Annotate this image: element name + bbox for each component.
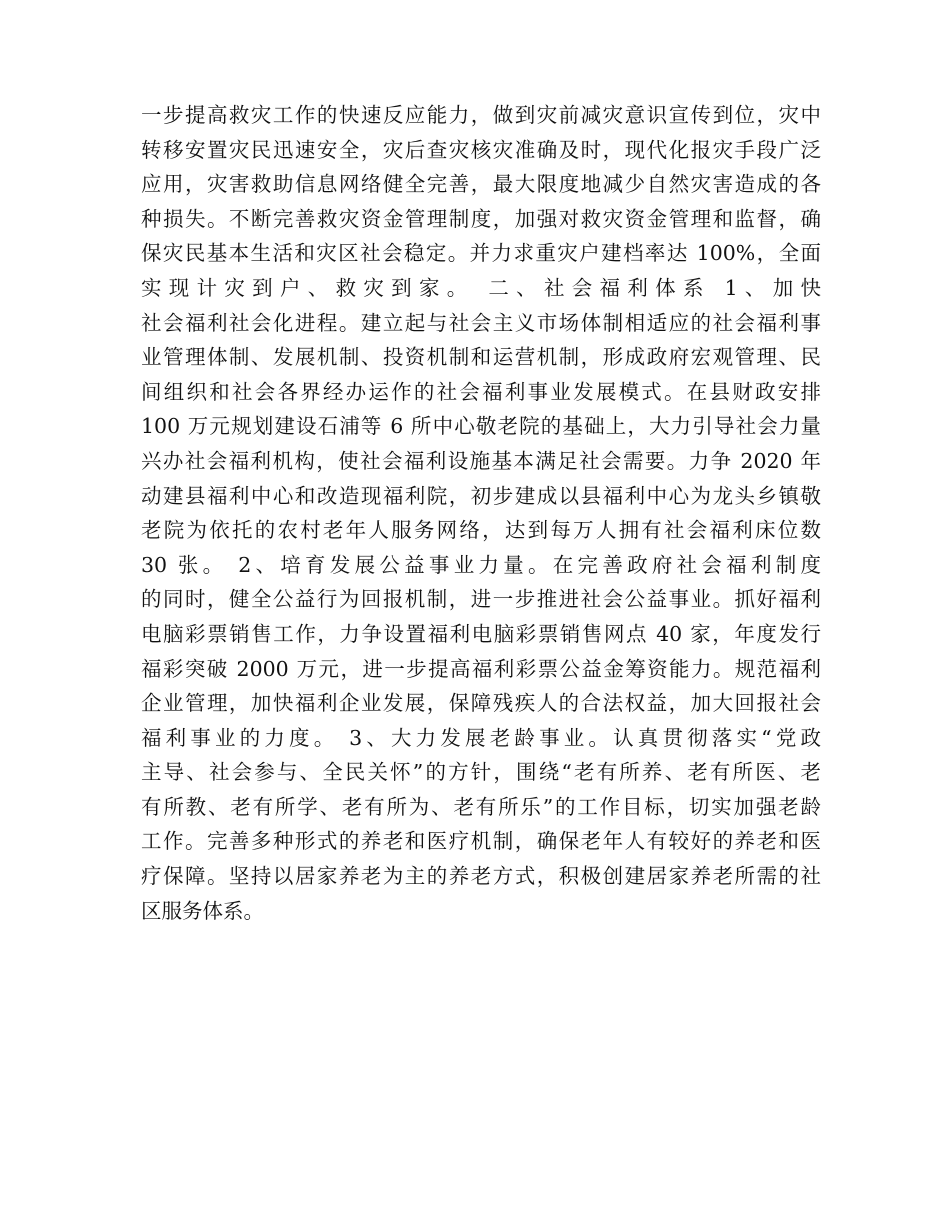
text-line: 间组织和社会各界经办运作的社会福利事业发展模式。在县财政安排 (141, 379, 821, 404)
text-line: 电脑彩票销售工作，力争设置福利电脑彩票销售网点 40 家，年度发行 (141, 621, 821, 646)
text-line: 区服务体系。 (141, 898, 264, 923)
text-line: 兴办社会福利机构，使社会福利设施基本满足社会需要。力争 2020 年 (141, 448, 821, 473)
text-line: 保灾民基本生活和灾区社会稳定。并力求重灾户建档率达 100%，全面 (141, 241, 821, 266)
text-line: 疗保障。坚持以居家养老为主的养老方式，积极创建居家养老所需的社 (141, 864, 821, 889)
text-line: 30 张。 2、培育发展公益事业力量。在完善政府社会福利制度 (141, 552, 821, 577)
body-text (141, 98, 821, 928)
text-line: 社会福利社会化进程。建立起与社会主义市场体制相适应的社会福利事 (141, 310, 821, 335)
text-line: 工作。完善多种形式的养老和医疗机制，确保老年人有较好的养老和医 (141, 829, 821, 854)
text-line: 福彩突破 2000 万元，进一步提高福利彩票公益金筹资能力。规范福利 (141, 656, 821, 681)
text-line: 一步提高救灾工作的快速反应能力，做到灾前减灾意识宣传到位，灾中 (141, 103, 821, 127)
text-line: 的同时，健全公益行为回报机制，进一步推进社会公益事业。抓好福利 (141, 587, 821, 612)
text-line: 动建县福利中心和改造现福利院，初步建成以县福利中心为龙头乡镇敬 (141, 483, 821, 508)
text-line: 有所教、老有所学、老有所为、老有所乐”的工作目标，切实加强老龄 (141, 794, 821, 819)
text-line: 转移安置灾民迅速安全，灾后查灾核灾准确及时，现代化报灾手段广泛 (141, 137, 821, 162)
text-line: 种损失。不断完善救灾资金管理制度，加强对救灾资金管理和监督，确 (141, 206, 821, 231)
text-line: 福利事业的力度。 3、大力发展老龄事业。认真贯彻落实“党政 (141, 725, 821, 750)
text-line: 老院为依托的农村老年人服务网络，达到每万人拥有社会福利床位数 (141, 518, 821, 543)
text-line: 主导、社会参与、全民关怀”的方针，围绕“老有所养、老有所医、老 (141, 760, 821, 785)
text-line: 业管理体制、发展机制、投资机制和运营机制，形成政府宏观管理、民 (141, 345, 821, 370)
text-line: 实现计灾到户、救灾到家。 二、社会福利体系 1、加快 (141, 275, 821, 300)
text-line: 100 万元规划建设石浦等 6 所中心敬老院的基础上，大力引导社会力量 (141, 414, 821, 439)
text-line: 应用，灾害救助信息网络健全完善，最大限度地减少自然灾害造成的各 (141, 172, 821, 197)
text-line: 企业管理，加快福利企业发展，保障残疾人的合法权益，加大回报社会 (141, 691, 821, 716)
